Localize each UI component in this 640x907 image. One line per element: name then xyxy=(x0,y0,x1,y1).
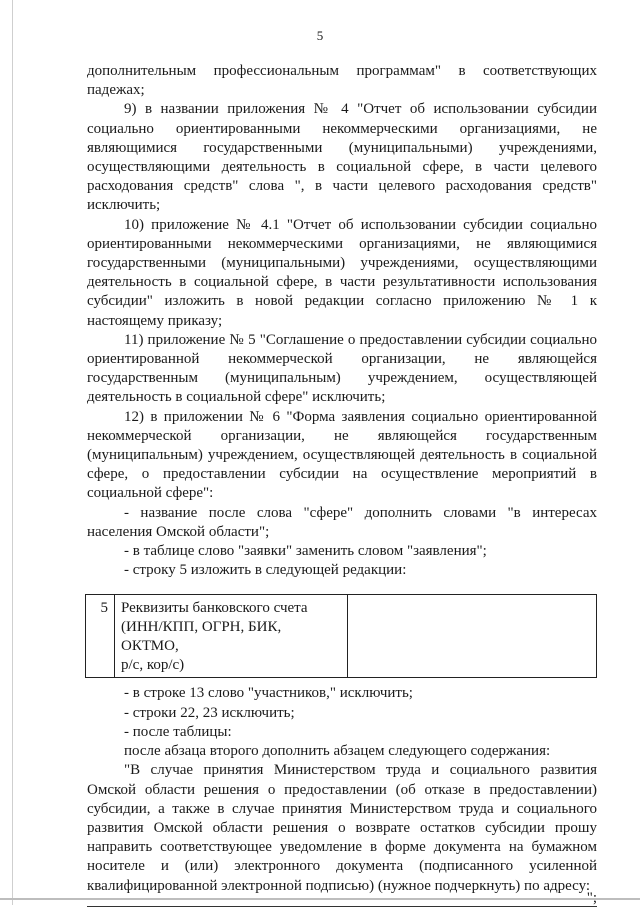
table-cell-label-line: (ИНН/КПП, ОГРН, БИК, ОКТМО, xyxy=(121,619,282,655)
paragraph-continuation: дополнительным профессиональным программам" в соответствующих падежах; xyxy=(87,63,597,99)
table-cell-label xyxy=(115,595,348,678)
dash-item-title: - название после слова "сфере" дополнить словами "в интересах населения Омской области"; xyxy=(87,504,597,540)
table-cell-number: 5 xyxy=(86,595,115,678)
address-blank-line xyxy=(87,896,597,907)
paragraph-item-11: 11) приложение № 5 "Соглашение о предоставлении субсидии социально ориентированной некоммерческой организации, не являющейся государственным (муниципальным) учреждением, осуществляющей деятельность в социальной сфере" исключить; xyxy=(87,331,597,406)
table-row xyxy=(86,595,597,678)
paragraph-add-instruction: после абзаца второго дополнить абзацем следующего содержания: xyxy=(124,743,551,760)
table-cell-label-line: р/с, кор/с) xyxy=(121,657,185,674)
dash-item-after-table: - после таблицы: xyxy=(124,723,232,740)
paragraph-item-10: 10) приложение № 4.1 "Отчет об использовании субсидии социально ориентированными некоммерческими организациями, не являющимися государственными (муниципальными) учреждениями, осуществляющими деятельность в социальной сфере, в части результативности использования субсидии" изложить в новой редакции согласно приложению № 1 к настоящему приказу; xyxy=(87,216,597,329)
dash-item-table-word: - в таблице слово "заявки" заменить словом "заявления"; xyxy=(124,543,487,560)
paragraph-item-9: 9) в названии приложения № 4 "Отчет об использовании субсидии социально ориентированными некоммерческими организациями, не являющимися государственными (муниципальными) учреждениями, осуществляющими деятельность в социальной сфере, в части целевого расходования средств" слова ", в части целевого расходования средств" исключить; xyxy=(87,101,597,214)
scan-edge-line xyxy=(12,0,13,905)
page-number: 5 xyxy=(316,28,324,43)
requisites-table-wrapper xyxy=(85,594,597,678)
table-cell-label-line: Реквизиты банковского счета xyxy=(121,600,308,617)
dash-item-row13: - в строке 13 слово "участников," исключить; xyxy=(124,685,413,702)
quote-closing: "; xyxy=(586,889,597,906)
table-cell-value xyxy=(348,595,597,678)
paragraph-item-12: 12) в приложении № 6 "Форма заявления социально ориентированной некоммерческой организации, не являющейся государственным (муниципальным) учреждением, осуществляющей деятельность в социальной сфере, о предоставлении субсидии на осуществление мероприятий в социальной сфере": xyxy=(87,408,597,502)
document-body xyxy=(87,62,597,907)
dash-item-row5: - строку 5 изложить в следующей редакции: xyxy=(124,562,407,579)
address-fill-line xyxy=(87,889,597,907)
requisites-table xyxy=(85,594,597,678)
paragraph-quoted-text: "В случае принятия Министерством труда и социального развития Омской области решения о предоставлении (об отказе в предоставлении) субсидии, а также в случае принятия Министерством труда и социального развития Омской области решения о возврате остатков субсидии прошу направить соответствующее уведомление в форме документа на бумажном носителе и (или) электронного документа (подписанного усиленной квалифицированной электронной подписью) (нужное подчеркнуть) по адресу: xyxy=(87,762,597,894)
dash-item-rows-22-23: - строки 22, 23 исключить; xyxy=(124,704,295,721)
